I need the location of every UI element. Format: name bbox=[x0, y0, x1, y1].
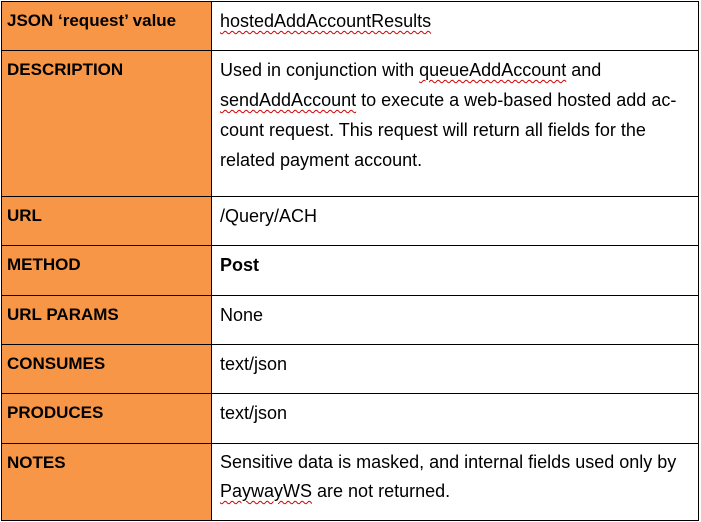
table-row-url bbox=[2, 197, 699, 246]
notes-line-1: Sensitive data is masked, and internal fields used only by bbox=[220, 452, 677, 472]
description-label: DESCRIPTION bbox=[2, 51, 212, 197]
request-value-label: JSON ‘request’ value bbox=[2, 2, 212, 51]
notes-line-2 bbox=[220, 477, 690, 506]
send-add-account-term: sendAddAccount bbox=[220, 90, 357, 110]
description-line-2 bbox=[220, 85, 690, 115]
table-row-consumes bbox=[2, 345, 699, 394]
request-value-text: hostedAddAccountResults bbox=[220, 11, 432, 31]
description-text: and bbox=[566, 60, 602, 80]
queue-add-account-term: queueAddAccount bbox=[419, 60, 567, 80]
url-params-value: None bbox=[212, 296, 699, 345]
description-line-1 bbox=[220, 55, 690, 85]
description-text: to execute a web-based hosted add ac- bbox=[356, 90, 677, 110]
url-value: /Query/ACH bbox=[212, 197, 699, 246]
notes-cell bbox=[212, 444, 699, 521]
description-line-3: count request. This request will return all fields for the bbox=[220, 120, 646, 140]
method-value: Post bbox=[212, 246, 699, 296]
table-row-produces bbox=[2, 394, 699, 444]
api-spec-table bbox=[1, 1, 699, 521]
description-cell bbox=[212, 51, 699, 197]
table-row-request-value bbox=[2, 2, 699, 51]
url-params-label: URL PARAMS bbox=[2, 296, 212, 345]
description-line-4: related payment account. bbox=[220, 150, 423, 170]
produces-value: text/json bbox=[212, 394, 699, 444]
table-row-description bbox=[2, 51, 699, 197]
produces-label: PRODUCES bbox=[2, 394, 212, 444]
consumes-value: text/json bbox=[212, 345, 699, 394]
notes-text: are not returned. bbox=[312, 481, 451, 501]
request-value-cell bbox=[212, 2, 699, 51]
notes-label: NOTES bbox=[2, 444, 212, 521]
paywayws-term: PaywayWS bbox=[220, 481, 313, 501]
method-label: METHOD bbox=[2, 246, 212, 296]
consumes-label: CONSUMES bbox=[2, 345, 212, 394]
url-label: URL bbox=[2, 197, 212, 246]
description-text: Used in conjunction with bbox=[220, 60, 420, 80]
table-row-url-params bbox=[2, 296, 699, 345]
table-row-method bbox=[2, 246, 699, 296]
table-row-notes bbox=[2, 444, 699, 521]
